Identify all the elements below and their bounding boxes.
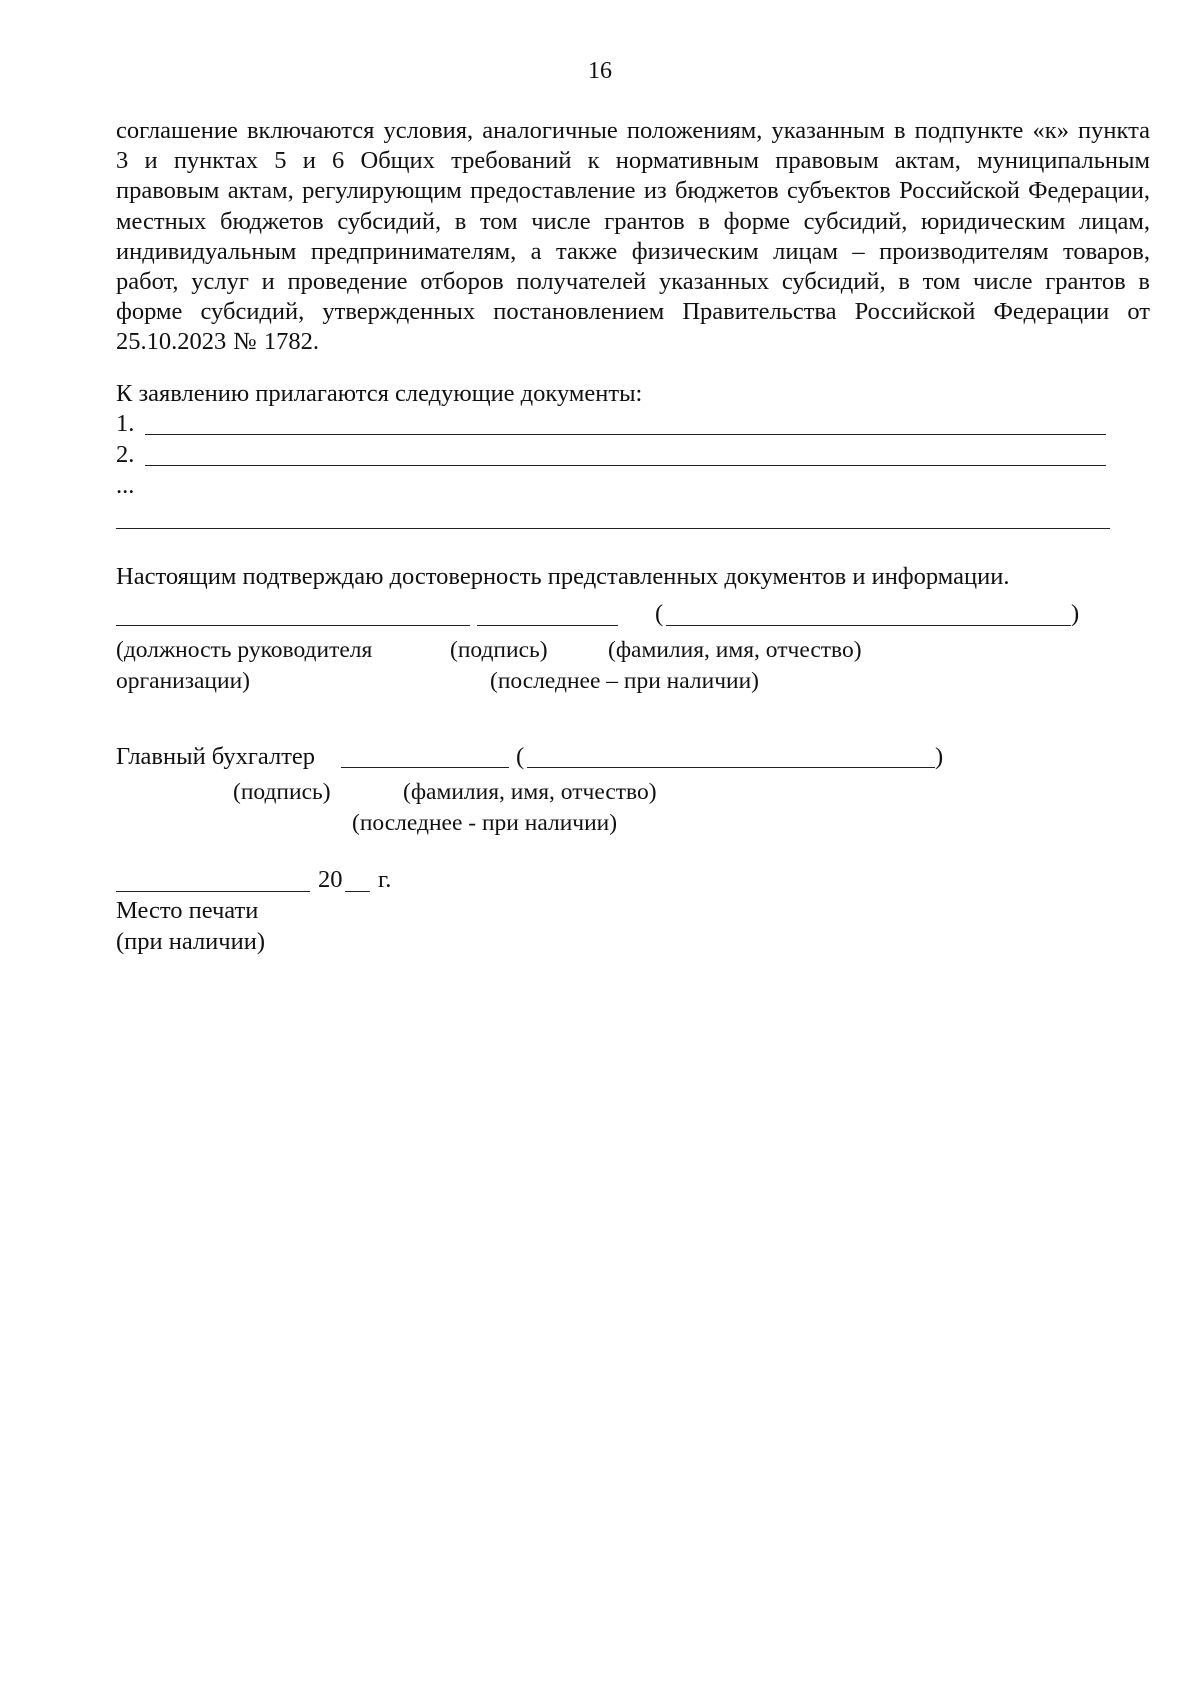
chief-accountant-label: Главный бухгалтер — [116, 743, 316, 770]
year-prefix: 20 — [318, 866, 343, 893]
separator-line — [116, 528, 1110, 529]
name-close-paren: ) — [1071, 600, 1080, 627]
accountant-name-open-paren: ( — [516, 743, 525, 770]
attachment-number: 1. — [116, 410, 135, 437]
date-fill-line[interactable] — [116, 891, 310, 892]
year-suffix: г. — [378, 866, 392, 893]
fill-in-line — [145, 434, 1106, 435]
accountant-name-caption-note: (последнее - при наличии) — [352, 810, 618, 836]
attachment-line-1[interactable] — [116, 410, 1106, 440]
accountant-name-caption: (фамилия, имя, отчество) — [403, 779, 657, 805]
stamp-label: Место печати — [116, 897, 259, 924]
confirmation-statement: Настоящим подтверждаю достоверность представленных документов и информации. — [116, 563, 1010, 590]
accountant-signature-fill-line[interactable] — [341, 767, 509, 768]
attachments-intro: К заявлению прилагаются следующие документы: — [116, 380, 643, 407]
page-number: 16 — [588, 58, 612, 84]
accountant-signature-caption: (подпись) — [233, 779, 331, 805]
signature-caption: (подпись) — [450, 637, 548, 663]
fill-in-line — [145, 465, 1106, 466]
position-fill-line[interactable] — [116, 625, 470, 626]
stamp-note: (при наличии) — [116, 928, 265, 955]
position-caption: (должность руководителя — [116, 637, 373, 663]
body-paragraph: соглашение включаются условия, аналогичные положениям, указанным в подпункте «к» пункта 3 и пунктах 5 и 6 Общих требований к нормативным правовым актам, муниципальным правовым актам, регулирующим предоставление из бюджетов субъектов Российской Федерации, местных бюджетов субсидий, в том числе грантов в форме субсидий, юридическим лицам, индивидуальным предпринимателям, а также физическим лицам – производителям товаров, работ, услуг и проведение отборов получателей указанных субсидий, в том числе грантов в форме субсидий, утвержденных постановлением Правительства Российской Федерации от 25.10.2023 № 1782. — [116, 117, 1150, 356]
position-caption-continued: организации) — [116, 668, 250, 694]
attachments-ellipsis: ... — [116, 472, 135, 499]
name-caption-note: (последнее – при наличии) — [490, 668, 759, 694]
signature-fill-line[interactable] — [477, 625, 618, 626]
name-fill-line[interactable] — [666, 625, 1071, 626]
attachment-line-2[interactable] — [116, 441, 1106, 471]
name-open-paren: ( — [655, 600, 664, 627]
accountant-name-close-paren: ) — [935, 743, 944, 770]
year-fill-line[interactable] — [345, 891, 370, 892]
name-caption: (фамилия, имя, отчество) — [608, 637, 862, 663]
accountant-name-fill-line[interactable] — [527, 767, 935, 768]
attachment-number: 2. — [116, 441, 135, 468]
